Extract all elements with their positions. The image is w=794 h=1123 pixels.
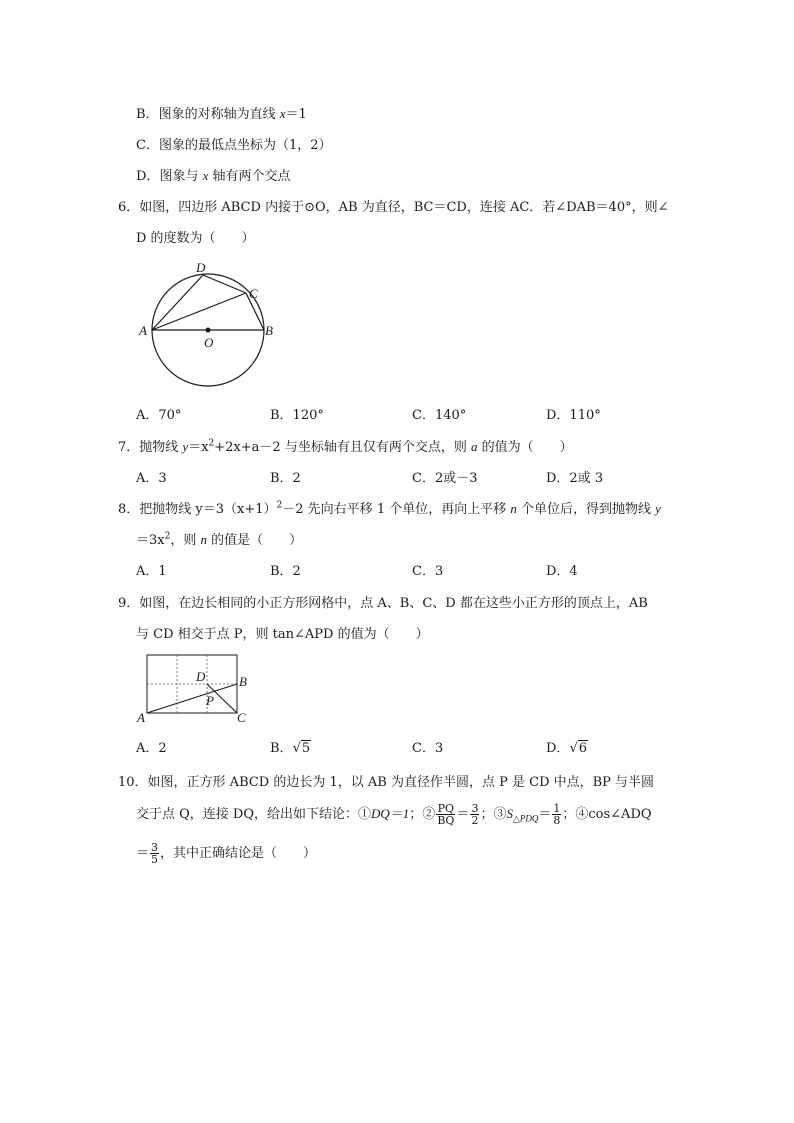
q9-option-b: B．√5	[270, 741, 311, 756]
q8-stem-line2: $=3x^2$，则 n 的值是（ ）	[136, 531, 303, 548]
q9-option-a: A．2	[136, 741, 167, 756]
q6-circle-figure	[136, 255, 286, 395]
q7-option-c: C．2或－3	[412, 471, 478, 486]
q10-stem-line3: ＝ $\frac{3}{5}$ ，其中正确结论是（ ）	[136, 841, 317, 866]
fraction-3-5: $\frac{3}{5}$	[151, 841, 159, 866]
label-a: A	[139, 323, 147, 338]
q7-option-b: B．2	[270, 471, 301, 486]
q7-option-d: D．2或 3	[546, 471, 604, 486]
q8-option-a: A．1	[136, 564, 167, 579]
sqrt-symbol: √6	[569, 741, 588, 756]
chord-ac	[152, 293, 246, 330]
q6-option-a: A．70°	[136, 408, 182, 423]
q6-stem-line2: D 的度数为（ ）	[136, 231, 255, 246]
q9-option-c: C．3	[412, 741, 444, 756]
q10-stem-line2: 交于点 Q，连接 DQ，给出如下结论：①DQ＝1；② $\frac{PQ}{BQ}$ ＝ $\frac{3}{2}$ ；$③S_{\triangle PDQ}=$ $\frac{1}{8}$ ；④cos∠ADQ	[136, 802, 652, 827]
q5-option-d: D．图象与 x 轴有两个交点	[136, 168, 291, 184]
q6-option-b: B．120°	[270, 408, 324, 423]
q8-option-c: C．3	[412, 564, 444, 579]
q5-option-b: B．图象的对称轴为直线 x＝1	[136, 106, 307, 122]
q8-stem-line1: 8．把抛物线 $y=3(x+1)^2-2$ 先向右平移 1 个单位，再向上平移 n 个单位后，得到抛物线 y	[118, 500, 661, 517]
q7-option-a: A．3	[136, 471, 167, 486]
q7-stem: 7．抛物线 $y=x^2+2x+a-2$ 与坐标轴有且仅有两个交点，则 a 的值为（ ）	[118, 438, 573, 455]
q5-option-c: C．图象的最低点坐标为（1，2）	[136, 138, 332, 153]
q9-grid-figure	[134, 650, 259, 728]
q6-option-d: D．110°	[546, 408, 601, 423]
q8-option-b: B．2	[270, 564, 301, 579]
label-b: B	[239, 674, 247, 689]
label-d: D	[196, 260, 206, 275]
q9-stem-line1: 9．如图，在边长相同的小正方形网格中，点 A、B、C、D 都在这些小正方形的顶点上，AB	[118, 596, 648, 611]
fraction-3-2: $\frac{3}{2}$	[471, 802, 479, 827]
fraction-pq-bq: $\frac{PQ}{BQ}$	[437, 802, 455, 827]
q6-option-c: C．140°	[412, 408, 467, 423]
label-c: C	[249, 286, 258, 301]
label-d: D	[196, 669, 206, 684]
q9-stem-line2: 与 CD 相交于点 P，则 tan∠APD 的值为（ ）	[136, 627, 429, 642]
q10-stem-line1: 10．如图，正方形 ABCD 的边长为 1，以 AB 为直径作半圆，点 P 是 CD 中点，BP 与半圆	[118, 775, 655, 790]
center-point-o	[206, 328, 211, 333]
fraction-1-8: $\frac{1}{8}$	[553, 802, 561, 827]
label-a: A	[137, 710, 145, 725]
label-c: C	[237, 710, 246, 725]
q6-stem-line1: 6．如图，四边形 ABCD 内接于⊙O，AB 为直径，BC＝CD，连接 AC．若∠DAB＝40°，则∠	[118, 200, 669, 215]
q9-option-d: D．√6	[546, 741, 588, 756]
segment-ab	[147, 684, 237, 713]
label-p: P	[206, 693, 214, 708]
sqrt-symbol: √5	[292, 741, 311, 756]
label-b: B	[265, 323, 273, 338]
q8-option-d: D．4	[546, 564, 578, 579]
label-o: O	[204, 335, 214, 350]
